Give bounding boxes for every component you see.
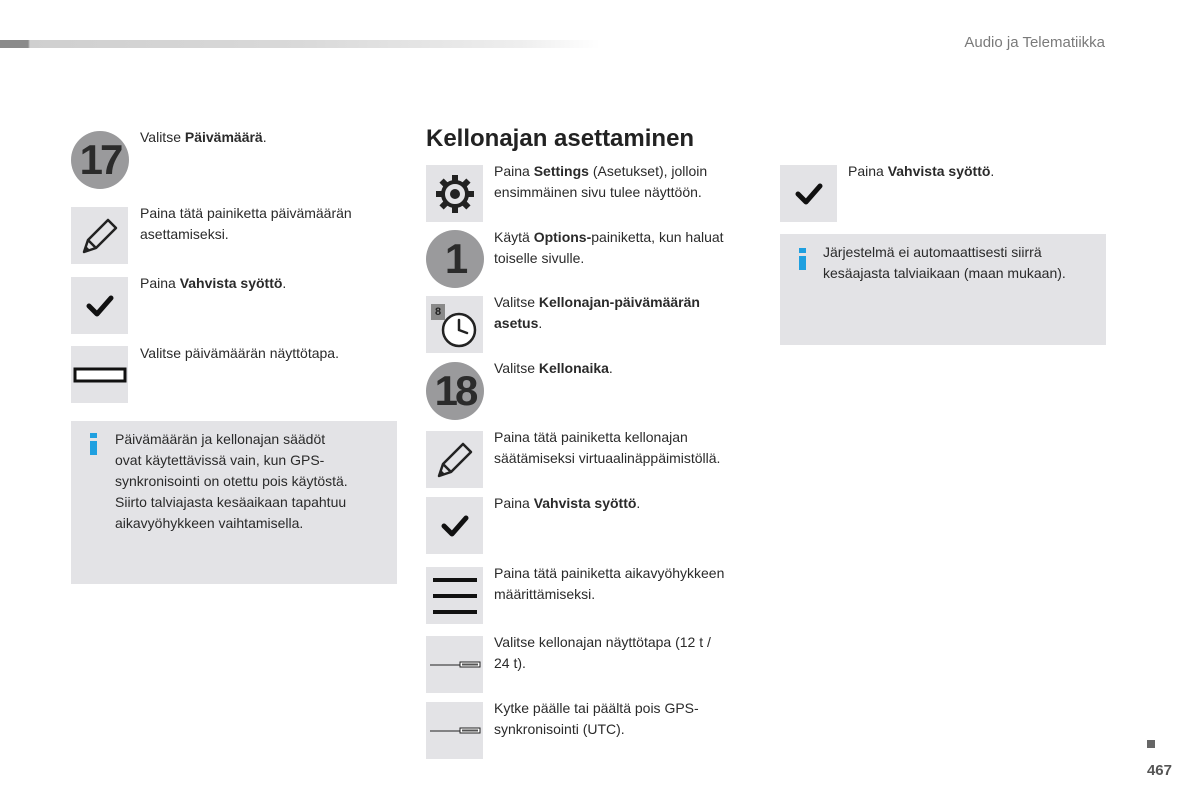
date-format-button[interactable] [71, 346, 128, 403]
gps-sync-text: Kytke päälle tai päältä pois GPS- synkronisointi (UTC). [494, 700, 699, 737]
confirm-time-text: Paina Vahvista syöttö. [494, 495, 641, 511]
page-marker [1147, 740, 1155, 748]
page-number: 467 [1146, 762, 1172, 779]
step-1-text: Käytä Options-painiketta, kun haluat toiselle sivulle. [494, 229, 724, 266]
toggle-switch-icon [428, 659, 482, 671]
checkmark-icon [440, 511, 470, 541]
timezone-button[interactable] [426, 567, 483, 624]
date-format-text: Valitse päivämäärän näyttötapa. [140, 345, 339, 361]
step-1-badge: 1 [426, 230, 484, 288]
right-info-text: Järjestelmä ei automaattisesti siirrä kesäajasta talviaikaan (maan mukaan). [823, 244, 1066, 281]
info-icon [90, 433, 97, 455]
time-format-toggle[interactable] [426, 636, 483, 693]
confirm-final-text: Paina Vahvista syöttö. [848, 163, 995, 179]
edit-date-button[interactable] [71, 207, 128, 264]
confirm-time-button[interactable] [426, 497, 483, 554]
step-18-badge: 18 [426, 362, 484, 420]
timezone-text: Paina tätä painiketta aikavyöhykkeen määrittämiseksi. [494, 565, 725, 602]
time-format-text: Valitse kellonajan näyttötapa (12 t / 24 t). [494, 634, 711, 671]
left-info-text: Päivämäärän ja kellonajan säädöt ovat käytettävissä vain, kun GPS- synkronisointi on otettu pois käytöstä. Siirto talviajasta kesäaikaan tapahtuu aikavyöhykkeen vaihtamisella. [115, 431, 348, 531]
checkmark-icon [85, 291, 115, 321]
section-title: Kellonajan asettaminen [426, 125, 695, 152]
right-info-box [780, 234, 1106, 345]
clock-settings-text: Valitse Kellonajan-päivämäärän asetus. [494, 294, 700, 331]
pencil-icon [433, 438, 477, 482]
edit-time-button[interactable] [426, 431, 483, 488]
step-17-badge: 17 [71, 131, 129, 189]
step-18-text: Valitse Kellonaika. [494, 360, 613, 376]
confirm-date-text: Paina Vahvista syöttö. [140, 275, 287, 291]
confirm-date-button[interactable] [71, 277, 128, 334]
format-bar-icon [73, 367, 127, 383]
settings-button[interactable] [426, 165, 483, 222]
settings-text: Paina Settings (Asetukset), jolloin ensimmäinen sivu tulee näyttöön. [494, 163, 708, 200]
step-17-text: Valitse Päivämäärä. [140, 129, 267, 145]
clock-settings-button[interactable] [426, 296, 483, 353]
edit-date-text: Paina tätä painiketta päivämäärän asettamiseksi. [140, 205, 352, 242]
menu-icon [431, 574, 479, 618]
section-header: Audio ja Telematiikka [964, 34, 1105, 51]
pencil-icon [78, 214, 122, 258]
left-info-box [71, 421, 397, 584]
header-decoration-bar [0, 40, 600, 48]
page-8-badge: 8 [431, 304, 445, 320]
gps-sync-toggle[interactable] [426, 702, 483, 759]
edit-time-text: Paina tätä painiketta kellonajan säätämiseksi virtuaalinäppäimistöllä. [494, 429, 721, 466]
checkmark-icon [794, 179, 824, 209]
confirm-final-button[interactable] [780, 165, 837, 222]
toggle-switch-icon [428, 725, 482, 737]
info-icon [799, 248, 806, 270]
gear-icon [435, 174, 475, 214]
